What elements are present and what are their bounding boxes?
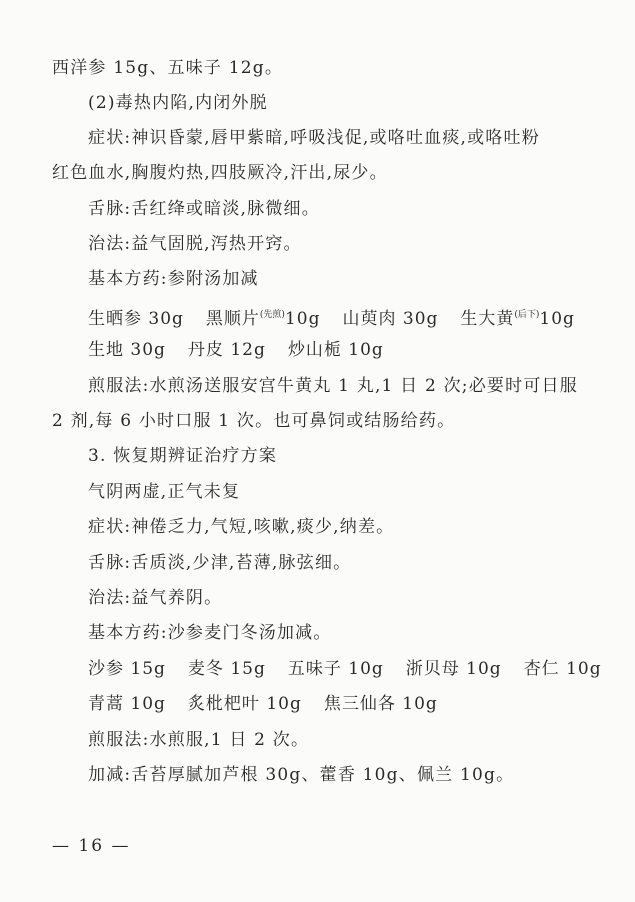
herb-name: 浙贝母 (405, 659, 460, 679)
herb-note: (后下) (514, 310, 540, 320)
tongue-pulse-line: 舌脉:舌红绛或暗淡,脉微细。 (88, 199, 320, 219)
formula-line: 基本方药:参附汤加减 (88, 269, 259, 289)
herb-list-row-1 (88, 304, 575, 330)
herb-item (88, 308, 184, 330)
herb-dose: 30g (396, 309, 439, 329)
symptoms-line-cont: 红色血水,胸腹灼热,四肢厥冷,汗出,尿少。 (52, 163, 388, 183)
herb-item (88, 339, 166, 361)
symptoms-line-2: 症状:神倦乏力,气短,咳嗽,痰少,纳差。 (88, 517, 395, 537)
treatment-line: 治法:益气固脱,泻热开窍。 (88, 234, 302, 254)
section-heading-2: (2)毒热内陷,内闭外脱 (88, 93, 268, 113)
section-heading-3: 3. 恢复期辨证治疗方案 (88, 446, 278, 466)
herb-name: 生晒参 (88, 309, 142, 329)
herb-dose: 15g (124, 659, 166, 679)
herb-dose: 10g (459, 659, 502, 679)
herb-item (188, 339, 266, 361)
herb-dose: 10g (559, 659, 602, 679)
herb-name: 生地 (88, 340, 124, 360)
herb-note: (先煎) (259, 310, 285, 320)
tongue-pulse-line-2: 舌脉:舌质淡,少津,苔薄,脉弦细。 (88, 553, 352, 573)
herb-item (288, 658, 384, 680)
herb-dose: 10g (124, 694, 166, 714)
herb-dose: 15g (223, 659, 266, 679)
herb-name: 黑顺片 (205, 309, 260, 329)
modification-line: 加减:舌苔厚腻加芦根 30g、藿香 10g、佩兰 10g。 (88, 765, 515, 785)
herb-dose: 30g (124, 340, 166, 360)
herb-name: 麦冬 (187, 659, 224, 679)
herb-item (188, 693, 302, 715)
herb-item (88, 658, 166, 680)
herb-item (288, 339, 384, 361)
page-number: — 16 — (52, 836, 131, 856)
herb-item (188, 658, 266, 680)
treatment-line-2: 治法:益气养阴。 (88, 588, 223, 608)
herb-item (88, 693, 166, 715)
herb-list-row-3 (88, 658, 602, 680)
herb-name: 青蒿 (88, 694, 124, 714)
herb-name: 炙枇杷叶 (187, 694, 260, 714)
herb-dose: 10g (341, 340, 384, 360)
herb-name: 山萸肉 (342, 309, 397, 329)
subsection-heading: 气阴两虚,正气未复 (88, 482, 241, 502)
herb-item (460, 304, 575, 330)
herb-dose: 10g (395, 694, 438, 714)
decoction-line: 煎服法:水煎汤送服安宫牛黄丸 1 丸,1 日 2 次;必要时可日服 (88, 376, 578, 396)
herb-dose: 10g (341, 659, 384, 679)
herb-item (324, 693, 438, 715)
herb-dose: 30g (142, 309, 184, 329)
herb-item (524, 658, 602, 680)
herb-name: 焦三仙各 (323, 694, 396, 714)
decoction-line-2: 煎服法:水煎服,1 日 2 次。 (88, 730, 310, 750)
text-line-1: 西洋参 15g、五味子 12g。 (52, 58, 284, 78)
herb-dose: 12g (223, 340, 266, 360)
herb-item (406, 658, 502, 680)
formula-line-2: 基本方药:沙参麦门冬汤加减。 (88, 623, 332, 643)
herb-name: 丹皮 (187, 340, 224, 360)
herb-dose: 10g (539, 309, 575, 329)
herb-name: 五味子 (287, 659, 342, 679)
decoction-line-cont: 2 剂,每 6 小时口服 1 次。也可鼻饲或结肠给药。 (52, 411, 456, 431)
herb-list-row-2 (88, 339, 384, 361)
herb-name: 杏仁 (523, 659, 560, 679)
symptoms-line: 症状:神识昏蒙,唇甲紫暗,呼吸浅促,或咯吐血痰,或咯吐粉 (88, 128, 540, 148)
herb-name: 生大黄 (460, 309, 515, 329)
herb-list-row-4 (88, 693, 438, 715)
herb-name: 沙参 (88, 659, 124, 679)
herb-name: 炒山栀 (287, 340, 342, 360)
herb-item (206, 304, 321, 330)
herb-dose: 10g (284, 309, 321, 329)
herb-item (342, 308, 438, 330)
herb-dose: 10g (259, 694, 302, 714)
